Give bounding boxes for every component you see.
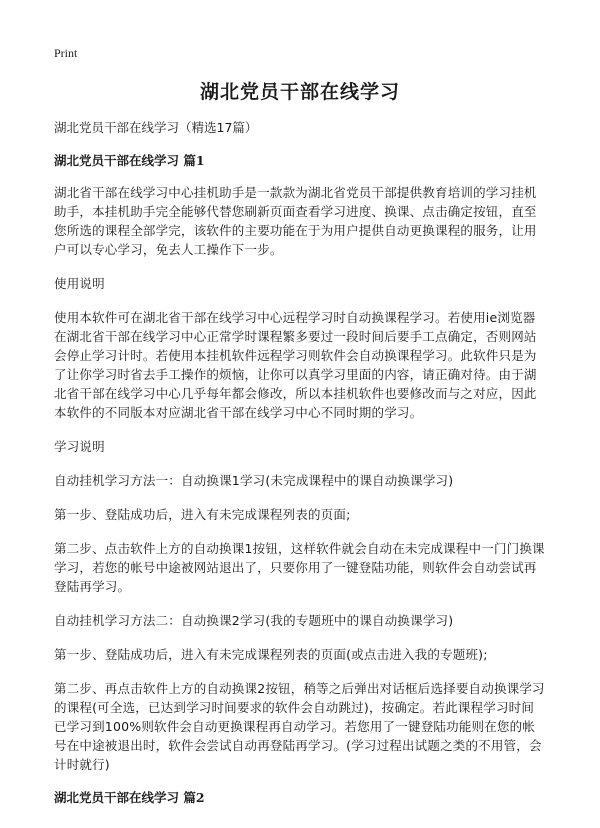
paragraph-intro: 湖北省干部在线学习中心挂机助手是一款款为湖北省党员干部提供教育培训的学习挂机助手，本挂机助手完全能够代替您刷新页面查看学习进度、换课、点击确定按钮，直至您所选的课程全部学完，该软件的主要功能在于为用户提供自动更换课程的服务，让用户可以专心学习，免去人工操作下一步。 [54, 185, 537, 257]
paragraph-usage-body: 使用本软件可在湖北省干部在线学习中心远程学习时自动换课程学习。若使用ie浏览器在湖北省干部在线学习中心正常学时课程繁多要过一段时间后要手工点确定，否则网站会停止学习计时。若使用本挂机软件远程学习则软件会自动换课程学习。此软件只是为了让你学习时省去手工操作的烦恼，让你可以真学习里面的内容，请正确对待。由于湖北省干部在线学习中心几乎每年都会修改，所以本挂机软件也要修改而与之对应，因此本软件的不同版本对应湖北省干部在线学习中心不同时期的学习。 [54, 310, 537, 420]
paragraph-study-heading: 学习说明 [54, 439, 105, 454]
paragraph-method-2-step-1: 第一步、登陆成功后，进入有未完成课程列表的页面(或点击进入我的专题班); [54, 647, 488, 662]
document-subtitle: 湖北党员干部在线学习（精选17篇） [54, 120, 258, 135]
paragraph-method-2: 自动挂机学习方法二：自动换课2学习(我的专题班中的课自动换课学习) [54, 613, 454, 628]
paragraph-method-1: 自动挂机学习方法一：自动换课1学习(未完成课程中的课自动换课学习) [54, 473, 454, 488]
paragraph-method-1-step-2: 第二步、点击软件上方的自动换课1按钮，这样软件就会自动在未完成课程中一门门换课学习，若您的帐号中途被网站退出了，只要你用了一键登陆功能，则软件会自动尝试再登陆再学习。 [54, 541, 545, 594]
print-label: Print [54, 46, 78, 60]
section-heading-1: 湖北党员干部在线学习 篇1 [54, 153, 205, 168]
paragraph-method-1-step-1: 第一步、登陆成功后，进入有未完成课程列表的页面; [54, 507, 351, 522]
section-heading-2: 湖北党员干部在线学习 篇2 [54, 790, 205, 805]
document-title: 湖北党员干部在线学习 [199, 81, 400, 103]
paragraph-usage-heading: 使用说明 [54, 276, 105, 291]
paragraph-method-2-step-2: 第二步、再点击软件上方的自动换课2按钮，稍等之后弹出对话框后选择要自动换课学习的课程(可全选，已达到学习时间要求的软件会自动跳过)，按确定。若此课程学习时间已学习到100%则软件会自动更换课程再自动学习。若您用了一键登陆功能则在您的帐号在中途被退出时，软件会尝试自动再登陆再学习。(学习过程出试题之类的不用管，会计时就行) [54, 681, 545, 772]
